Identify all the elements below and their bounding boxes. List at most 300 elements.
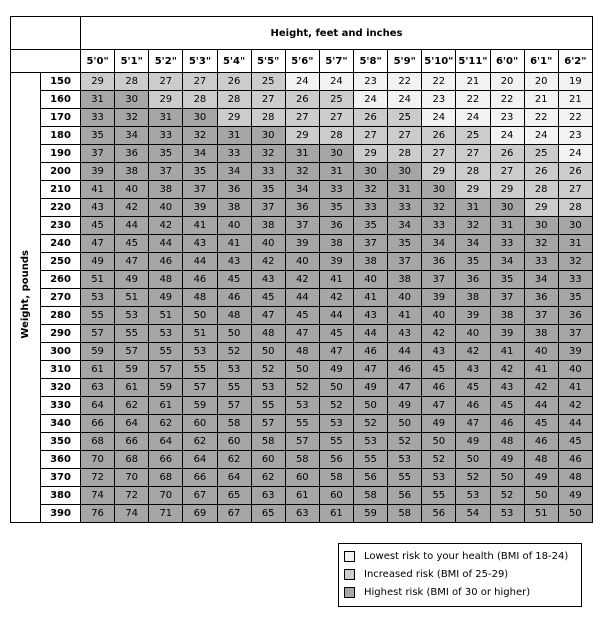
bmi-cell: 55 (217, 379, 251, 397)
bmi-cell: 46 (558, 451, 592, 469)
bmi-cell: 62 (149, 415, 183, 433)
bmi-cell: 39 (490, 325, 524, 343)
table-row (11, 181, 593, 199)
bmi-cell: 45 (81, 217, 115, 235)
bmi-cell: 38 (490, 307, 524, 325)
bmi-cell: 38 (388, 271, 422, 289)
bmi-cell: 29 (354, 145, 388, 163)
bmi-cell: 57 (115, 343, 149, 361)
bmi-cell: 50 (319, 379, 353, 397)
bmi-cell: 28 (183, 91, 217, 109)
bmi-cell: 27 (285, 109, 319, 127)
bmi-cell: 46 (456, 397, 490, 415)
bmi-cell: 62 (183, 433, 217, 451)
bmi-cell: 47 (388, 379, 422, 397)
bmi-cell: 45 (251, 289, 285, 307)
bmi-cell: 30 (558, 217, 592, 235)
bmi-cell: 63 (81, 379, 115, 397)
bmi-cell: 27 (251, 91, 285, 109)
bmi-cell: 53 (183, 343, 217, 361)
weight-label: 170 (41, 109, 81, 127)
bmi-cell: 41 (81, 181, 115, 199)
bmi-cell: 40 (422, 307, 456, 325)
bmi-cell: 26 (217, 73, 251, 91)
weight-label: 290 (41, 325, 81, 343)
bmi-cell: 33 (319, 181, 353, 199)
bmi-cell: 27 (490, 163, 524, 181)
bmi-cell: 32 (354, 181, 388, 199)
bmi-cell: 29 (524, 199, 558, 217)
height-header-6: 5'6" (285, 50, 319, 73)
bmi-cell: 60 (319, 487, 353, 505)
bmi-cell: 43 (422, 343, 456, 361)
table-row (11, 307, 593, 325)
bmi-cell: 24 (285, 73, 319, 91)
bmi-cell: 40 (388, 289, 422, 307)
bmi-cell: 40 (456, 325, 490, 343)
bmi-cell: 36 (456, 271, 490, 289)
bmi-cell: 32 (456, 217, 490, 235)
bmi-cell: 41 (524, 361, 558, 379)
bmi-cell: 36 (558, 307, 592, 325)
bmi-cell: 47 (354, 361, 388, 379)
bmi-cell: 46 (354, 343, 388, 361)
table-row (11, 487, 593, 505)
bmi-cell: 55 (251, 397, 285, 415)
bmi-cell: 65 (217, 487, 251, 505)
bmi-cell: 38 (115, 163, 149, 181)
bmi-cell: 62 (115, 397, 149, 415)
bmi-cell: 64 (115, 415, 149, 433)
bmi-cell: 55 (285, 415, 319, 433)
bmi-cell: 61 (285, 487, 319, 505)
bmi-cell: 40 (217, 217, 251, 235)
bmi-cell: 44 (354, 325, 388, 343)
bmi-cell: 50 (388, 415, 422, 433)
legend-item-increased (344, 567, 508, 583)
bmi-cell: 42 (524, 379, 558, 397)
bmi-cell: 76 (81, 505, 115, 523)
bmi-cell: 42 (456, 343, 490, 361)
bmi-cell: 42 (319, 289, 353, 307)
weight-label: 310 (41, 361, 81, 379)
table-row (11, 469, 593, 487)
bmi-cell: 56 (354, 469, 388, 487)
bmi-cell: 60 (285, 469, 319, 487)
bmi-cell: 30 (422, 181, 456, 199)
bmi-cell: 51 (81, 271, 115, 289)
bmi-cell: 28 (115, 73, 149, 91)
bmi-cell: 55 (81, 307, 115, 325)
bmi-cell: 35 (558, 289, 592, 307)
bmi-cell: 55 (422, 487, 456, 505)
bmi-cell: 61 (115, 379, 149, 397)
bmi-cell: 48 (524, 451, 558, 469)
bmi-cell: 43 (81, 199, 115, 217)
weight-label: 330 (41, 397, 81, 415)
bmi-cell: 40 (149, 199, 183, 217)
weight-label: 210 (41, 181, 81, 199)
bmi-cell: 50 (524, 487, 558, 505)
bmi-cell: 44 (115, 217, 149, 235)
bmi-cell: 32 (524, 235, 558, 253)
bmi-cell: 46 (183, 271, 217, 289)
bmi-cell: 27 (558, 181, 592, 199)
weight-label: 380 (41, 487, 81, 505)
bmi-cell: 71 (149, 505, 183, 523)
bmi-cell: 42 (149, 217, 183, 235)
bmi-cell: 29 (149, 91, 183, 109)
bmi-cell: 37 (422, 271, 456, 289)
bmi-cell: 26 (558, 163, 592, 181)
height-header-12: 6'0" (490, 50, 524, 73)
bmi-table-body (11, 73, 593, 523)
bmi-cell: 36 (115, 145, 149, 163)
bmi-cell: 58 (251, 433, 285, 451)
bmi-cell: 33 (490, 235, 524, 253)
weight-label: 160 (41, 91, 81, 109)
bmi-cell: 48 (149, 271, 183, 289)
bmi-cell: 23 (354, 73, 388, 91)
bmi-cell: 27 (388, 127, 422, 145)
bmi-cell: 24 (456, 109, 490, 127)
bmi-cell: 53 (354, 433, 388, 451)
bmi-cell: 61 (81, 361, 115, 379)
risk-legend (338, 543, 582, 607)
bmi-cell: 35 (456, 253, 490, 271)
bmi-cell: 30 (251, 127, 285, 145)
bmi-cell: 27 (149, 73, 183, 91)
table-row (11, 235, 593, 253)
bmi-cell: 38 (456, 289, 490, 307)
weight-label: 270 (41, 289, 81, 307)
height-header-5: 5'5" (251, 50, 285, 73)
height-header-9: 5'9" (388, 50, 422, 73)
bmi-cell: 38 (251, 217, 285, 235)
bmi-cell: 37 (183, 181, 217, 199)
bmi-cell: 50 (285, 361, 319, 379)
bmi-cell: 52 (354, 415, 388, 433)
bmi-cell: 47 (319, 343, 353, 361)
bmi-cell: 48 (558, 469, 592, 487)
bmi-cell: 33 (81, 109, 115, 127)
height-header-7: 5'7" (319, 50, 353, 73)
bmi-cell: 60 (217, 433, 251, 451)
bmi-cell: 50 (422, 433, 456, 451)
bmi-cell: 28 (558, 199, 592, 217)
bmi-cell: 27 (183, 73, 217, 91)
legend-label-lowest: Lowest risk to your health (BMI of 18-24) (364, 551, 569, 562)
bmi-cell: 64 (183, 451, 217, 469)
height-header-1: 5'1" (115, 50, 149, 73)
bmi-cell: 25 (251, 73, 285, 91)
bmi-cell: 30 (354, 163, 388, 181)
bmi-cell: 44 (183, 253, 217, 271)
bmi-cell: 53 (217, 361, 251, 379)
bmi-cell: 50 (490, 469, 524, 487)
bmi-cell: 60 (183, 415, 217, 433)
bmi-cell: 29 (81, 73, 115, 91)
bmi-cell: 43 (456, 361, 490, 379)
bmi-cell: 50 (251, 343, 285, 361)
table-row (11, 127, 593, 145)
bmi-cell: 51 (524, 505, 558, 523)
table-row (11, 199, 593, 217)
bmi-cell: 55 (149, 343, 183, 361)
bmi-cell: 41 (490, 343, 524, 361)
bmi-cell: 32 (558, 253, 592, 271)
bmi-cell: 37 (524, 307, 558, 325)
bmi-cell: 54 (456, 505, 490, 523)
bmi-cell: 33 (251, 163, 285, 181)
bmi-cell: 43 (251, 271, 285, 289)
bmi-cell: 22 (388, 73, 422, 91)
bmi-cell: 26 (354, 109, 388, 127)
bmi-cell: 58 (285, 451, 319, 469)
bmi-cell: 66 (183, 469, 217, 487)
bmi-cell: 62 (251, 469, 285, 487)
bmi-cell: 60 (251, 451, 285, 469)
table-row (11, 379, 593, 397)
bmi-cell: 37 (558, 325, 592, 343)
table-row (11, 361, 593, 379)
bmi-cell: 27 (319, 109, 353, 127)
bmi-cell: 49 (115, 271, 149, 289)
bmi-cell: 20 (524, 73, 558, 91)
bmi-cell: 46 (422, 379, 456, 397)
table-row (11, 397, 593, 415)
bmi-cell: 35 (354, 217, 388, 235)
table-row (11, 325, 593, 343)
bmi-cell: 43 (354, 307, 388, 325)
bmi-cell: 35 (490, 271, 524, 289)
height-header-10: 5'10" (422, 50, 456, 73)
bmi-cell: 39 (456, 307, 490, 325)
bmi-cell: 45 (456, 379, 490, 397)
bmi-cell: 50 (558, 505, 592, 523)
weight-label: 280 (41, 307, 81, 325)
bmi-cell: 44 (558, 415, 592, 433)
legend-label-increased: Increased risk (BMI of 25-29) (364, 569, 509, 580)
bmi-cell: 41 (183, 217, 217, 235)
bmi-cell: 68 (115, 451, 149, 469)
weight-label: 250 (41, 253, 81, 271)
bmi-cell: 41 (558, 379, 592, 397)
bmi-cell: 33 (354, 199, 388, 217)
bmi-cell: 29 (217, 109, 251, 127)
bmi-cell: 53 (251, 379, 285, 397)
bmi-cell: 42 (558, 397, 592, 415)
bmi-cell: 37 (285, 217, 319, 235)
bmi-cell: 66 (149, 451, 183, 469)
bmi-cell: 30 (388, 163, 422, 181)
bmi-cell: 57 (251, 415, 285, 433)
bmi-cell: 67 (183, 487, 217, 505)
bmi-cell: 45 (319, 325, 353, 343)
bmi-cell: 36 (524, 289, 558, 307)
bmi-cell: 52 (388, 433, 422, 451)
bmi-cell: 39 (319, 253, 353, 271)
bmi-cell: 30 (524, 217, 558, 235)
bmi-cell: 36 (319, 217, 353, 235)
table-row (11, 91, 593, 109)
table-row (11, 217, 593, 235)
bmi-cell: 53 (422, 469, 456, 487)
bmi-cell: 22 (456, 91, 490, 109)
bmi-cell: 32 (115, 109, 149, 127)
table-row (11, 271, 593, 289)
bmi-cell: 50 (217, 325, 251, 343)
bmi-cell: 40 (524, 343, 558, 361)
bmi-cell: 33 (422, 217, 456, 235)
bmi-cell: 63 (251, 487, 285, 505)
table-row (11, 73, 593, 91)
bmi-cell: 52 (422, 451, 456, 469)
bmi-cell: 48 (183, 289, 217, 307)
bmi-cell: 58 (319, 469, 353, 487)
bmi-cell: 22 (422, 73, 456, 91)
bmi-cell: 46 (217, 289, 251, 307)
bmi-cell: 46 (388, 361, 422, 379)
bmi-cell: 31 (285, 145, 319, 163)
weight-label: 360 (41, 451, 81, 469)
bmi-cell: 31 (319, 163, 353, 181)
bmi-cell: 22 (524, 109, 558, 127)
legend-swatch-highest (344, 587, 355, 598)
bmi-cell: 35 (251, 181, 285, 199)
corner-blank (11, 17, 81, 50)
height-header-4: 5'4" (217, 50, 251, 73)
table-row (11, 451, 593, 469)
bmi-cell: 44 (319, 307, 353, 325)
bmi-cell: 41 (388, 307, 422, 325)
bmi-cell: 38 (354, 253, 388, 271)
bmi-cell: 45 (285, 307, 319, 325)
bmi-cell: 44 (149, 235, 183, 253)
bmi-cell: 59 (149, 379, 183, 397)
bmi-cell: 67 (217, 505, 251, 523)
bmi-cell: 47 (456, 415, 490, 433)
bmi-cell: 53 (319, 415, 353, 433)
bmi-cell: 26 (285, 91, 319, 109)
bmi-cell: 59 (115, 361, 149, 379)
bmi-cell: 49 (354, 379, 388, 397)
bmi-cell: 25 (524, 145, 558, 163)
bmi-cell: 55 (388, 469, 422, 487)
bmi-cell: 33 (558, 271, 592, 289)
legend-swatch-lowest (344, 551, 355, 562)
bmi-cell: 45 (422, 361, 456, 379)
bmi-cell: 52 (319, 397, 353, 415)
bmi-cell: 55 (115, 325, 149, 343)
bmi-cell: 53 (388, 451, 422, 469)
height-header-0: 5'0" (81, 50, 115, 73)
bmi-cell: 63 (285, 505, 319, 523)
bmi-cell: 64 (149, 433, 183, 451)
bmi-cell: 32 (422, 199, 456, 217)
bmi-cell: 24 (490, 127, 524, 145)
bmi-cell: 28 (319, 127, 353, 145)
bmi-cell: 66 (81, 415, 115, 433)
bmi-cell: 69 (183, 505, 217, 523)
bmi-cell: 52 (217, 343, 251, 361)
bmi-cell: 45 (115, 235, 149, 253)
bmi-cell: 30 (115, 91, 149, 109)
bmi-cell: 70 (149, 487, 183, 505)
bmi-cell: 42 (422, 325, 456, 343)
bmi-cell: 37 (81, 145, 115, 163)
legend-item-lowest (344, 549, 568, 565)
bmi-cell: 34 (422, 235, 456, 253)
weight-label: 220 (41, 199, 81, 217)
bmi-cell: 19 (558, 73, 592, 91)
bmi-cell: 40 (285, 253, 319, 271)
bmi-cell: 51 (183, 325, 217, 343)
table-row (11, 253, 593, 271)
bmi-cell: 42 (285, 271, 319, 289)
bmi-cell: 74 (81, 487, 115, 505)
bmi-cell: 37 (388, 253, 422, 271)
bmi-cell: 33 (388, 199, 422, 217)
bmi-cell: 65 (251, 505, 285, 523)
bmi-cell: 41 (217, 235, 251, 253)
bmi-cell: 49 (490, 451, 524, 469)
bmi-cell: 34 (490, 253, 524, 271)
bmi-cell: 20 (490, 73, 524, 91)
bmi-cell: 40 (251, 235, 285, 253)
bmi-cell: 24 (319, 73, 353, 91)
bmi-cell: 61 (319, 505, 353, 523)
bmi-cell: 38 (524, 325, 558, 343)
bmi-cell: 27 (456, 145, 490, 163)
bmi-cell: 34 (456, 235, 490, 253)
bmi-cell: 23 (422, 91, 456, 109)
bmi-cell: 41 (354, 289, 388, 307)
weight-label: 190 (41, 145, 81, 163)
bmi-cell: 37 (490, 289, 524, 307)
height-header-2: 5'2" (149, 50, 183, 73)
bmi-cell: 28 (388, 145, 422, 163)
bmi-cell: 39 (285, 235, 319, 253)
bmi-cell: 58 (217, 415, 251, 433)
bmi-cell: 57 (183, 379, 217, 397)
bmi-cell: 34 (285, 181, 319, 199)
bmi-cell: 51 (149, 307, 183, 325)
bmi-cell: 31 (149, 109, 183, 127)
bmi-cell: 29 (422, 163, 456, 181)
bmi-cell: 52 (251, 361, 285, 379)
bmi-cell: 56 (388, 487, 422, 505)
bmi-cell: 33 (217, 145, 251, 163)
bmi-cell: 33 (524, 253, 558, 271)
weight-label: 320 (41, 379, 81, 397)
bmi-cell: 56 (319, 451, 353, 469)
bmi-cell: 40 (115, 181, 149, 199)
bmi-cell: 29 (456, 181, 490, 199)
bmi-cell: 72 (115, 487, 149, 505)
bmi-cell: 43 (388, 325, 422, 343)
bmi-cell: 35 (149, 145, 183, 163)
bmi-cell: 26 (490, 145, 524, 163)
bmi-cell: 46 (490, 415, 524, 433)
bmi-cell: 31 (388, 181, 422, 199)
weight-label: 180 (41, 127, 81, 145)
bmi-cell: 57 (217, 397, 251, 415)
bmi-cell: 47 (422, 397, 456, 415)
weight-label: 150 (41, 73, 81, 91)
bmi-cell: 47 (285, 325, 319, 343)
bmi-cell: 24 (524, 127, 558, 145)
